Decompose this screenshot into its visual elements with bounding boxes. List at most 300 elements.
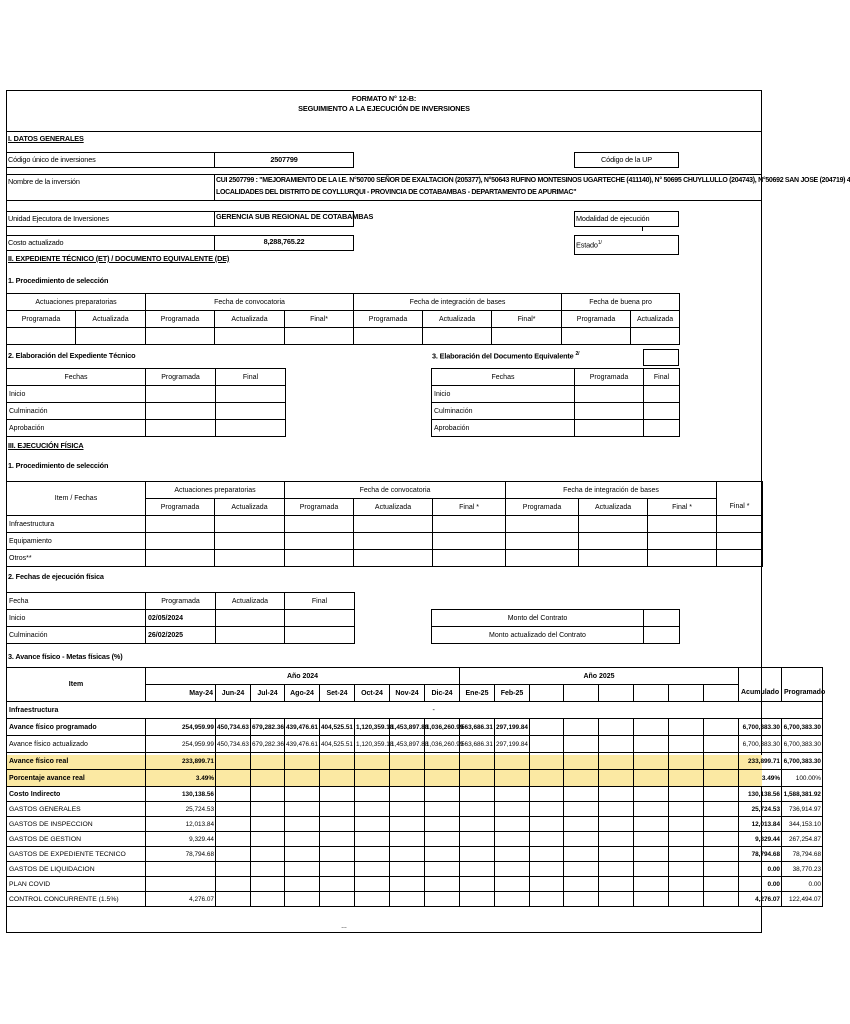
table-cell (146, 533, 215, 550)
empty-cell (285, 877, 320, 892)
empty-cell (216, 847, 251, 862)
empty-cell (669, 892, 704, 907)
empty-cell (460, 862, 495, 877)
monto-actualizado-label: Monto actualizado del Contrato (432, 627, 644, 644)
table-cell (562, 328, 631, 345)
programado-value: 6,700,383.30 (782, 736, 823, 753)
acumulado-value: 9,329.44 (739, 832, 782, 847)
table-cell (216, 386, 286, 403)
empty-cell (530, 802, 564, 817)
empty-cell (425, 832, 460, 847)
section-ejecucion-fisica: III. EJECUCIÓN FÍSICA (8, 441, 84, 450)
empty-cell (390, 817, 425, 832)
empty-cell (355, 802, 390, 817)
empty-cell (425, 787, 460, 802)
month-value: 1,036,260.99 (425, 719, 460, 736)
acumulado-value: 0.00 (739, 877, 782, 892)
group-integracion: Fecha de integración de bases (354, 294, 562, 311)
empty-cell (530, 877, 564, 892)
month-value: 254,959.99 (146, 719, 216, 736)
empty-cell (460, 847, 495, 862)
month-value: 297,199.84 (495, 736, 530, 753)
empty-cell (564, 817, 599, 832)
empty-cell (495, 892, 530, 907)
table-cell (564, 685, 599, 702)
month-value: 4,276.07 (146, 892, 216, 907)
avance-fisico-table (6, 667, 826, 907)
month-header: Oct-24 (355, 685, 390, 702)
dash-mark: - (432, 706, 435, 714)
empty-cell (320, 753, 355, 770)
empty-cell (390, 787, 425, 802)
empty-cell (355, 787, 390, 802)
table-cell (492, 328, 562, 345)
empty-cell (599, 770, 634, 787)
programado-value: 38,770.23 (782, 862, 823, 877)
empty-cell (355, 817, 390, 832)
empty-cell (460, 892, 495, 907)
group-actuaciones: Actuaciones preparatorias (146, 482, 285, 499)
empty-cell (564, 787, 599, 802)
empty-cell (704, 847, 739, 862)
group-convocatoria: Fecha de convocatoria (285, 482, 506, 499)
empty-cell (530, 847, 564, 862)
table-cell (354, 516, 433, 533)
acumulado-value: 25,724.53 (739, 802, 782, 817)
table-row (7, 770, 823, 787)
empty-cell (251, 832, 285, 847)
row-culminacion: Culminación (432, 403, 575, 420)
table-cell (575, 420, 644, 437)
empty-cell (216, 862, 251, 877)
final-header: Final (285, 593, 355, 610)
empty-cell (530, 832, 564, 847)
empty-cell (285, 847, 320, 862)
table-cell (575, 403, 644, 420)
empty-cell (634, 877, 669, 892)
programado-value: 1,588,381.92 (782, 787, 823, 802)
codigo-label: Código único de inversiones (8, 155, 96, 164)
empty-cell (460, 753, 495, 770)
table-cell (423, 328, 492, 345)
empty-cell (285, 832, 320, 847)
table-cell (76, 328, 146, 345)
empty-cell (634, 892, 669, 907)
culminacion-programada: 26/02/2025 (146, 627, 216, 644)
table-cell (579, 550, 648, 567)
empty-cell (320, 862, 355, 877)
month-header: Jun-24 (216, 685, 251, 702)
empty-cell (495, 847, 530, 862)
elab-de-box (643, 349, 679, 366)
empty-cell (285, 892, 320, 907)
table-cell (717, 482, 763, 499)
table-cell (146, 420, 216, 437)
table-cell (648, 533, 717, 550)
month-value: 679,282.36 (251, 736, 285, 753)
empty-cell (564, 802, 599, 817)
empty-cell (390, 753, 425, 770)
month-value: 1,453,897.88 (390, 719, 425, 736)
empty-cell (564, 832, 599, 847)
empty-cell (530, 736, 564, 753)
empty-cell (285, 862, 320, 877)
empty-cell (669, 877, 704, 892)
month-value: 78,794.68 (146, 847, 216, 862)
empty-cell (669, 847, 704, 862)
month-header: May-24 (146, 685, 216, 702)
empty-cell (634, 817, 669, 832)
empty-cell (425, 770, 460, 787)
table-row (7, 862, 823, 877)
col-header: Final* (285, 311, 354, 328)
monto-contrato-value (644, 610, 680, 627)
empty-cell (530, 787, 564, 802)
row-inicio: Inicio (432, 386, 575, 403)
empty-cell (355, 862, 390, 877)
table-row (7, 753, 823, 770)
empty-cell (599, 847, 634, 862)
month-value (146, 862, 216, 877)
group-actuaciones: Actuaciones preparatorias (7, 294, 146, 311)
empty-cell (320, 817, 355, 832)
empty-cell (495, 877, 530, 892)
table-cell (634, 685, 669, 702)
table-cell (506, 550, 579, 567)
empty-cell (599, 817, 634, 832)
section-expediente: II. EXPEDIENTE TÉCNICO (ET) / DOCUMENTO EQUIVALENTE (DE) (8, 254, 230, 263)
empty-cell (704, 736, 739, 753)
month-value: 439,476.61 (285, 719, 320, 736)
empty-cell (251, 770, 285, 787)
item-header: Item (7, 668, 146, 702)
table-cell (146, 550, 215, 567)
col-header: Programada (146, 311, 215, 328)
programado-value: 344,153.10 (782, 817, 823, 832)
table-row (7, 802, 823, 817)
programado-value: 736,914.97 (782, 802, 823, 817)
month-value: 679,282.36 (251, 719, 285, 736)
empty-cell (460, 877, 495, 892)
acumulado-value: 6,700,383.30 (739, 719, 782, 736)
fechas-ejecucion-table (6, 592, 355, 644)
col-header: Final * (717, 499, 763, 516)
acumulado-value: 233,899.71 (739, 753, 782, 770)
month-header: Feb-25 (495, 685, 530, 702)
row-label: CONTROL CONCURRENTE (1.5%) (7, 892, 146, 907)
inicio-label: Inicio (7, 610, 146, 627)
empty-cell (669, 802, 704, 817)
empty-cell (704, 770, 739, 787)
month-value: 439,476.61 (285, 736, 320, 753)
empty-cell (251, 892, 285, 907)
empty-cell (495, 832, 530, 847)
table-cell (433, 516, 506, 533)
month-value: 297,199.84 (495, 719, 530, 736)
month-value: 404,525.51 (320, 736, 355, 753)
empty-cell (320, 770, 355, 787)
empty-cell (599, 736, 634, 753)
row-culminacion: Culminación (7, 403, 146, 420)
fechas-header: Fechas (432, 369, 575, 386)
empty-cell (425, 877, 460, 892)
empty-cell (704, 862, 739, 877)
row-label: PLAN COVID (7, 877, 146, 892)
empty-cell (704, 787, 739, 802)
month-value: 9,329.44 (146, 832, 216, 847)
empty-cell (460, 787, 495, 802)
acumulado-value: 130,138.56 (739, 787, 782, 802)
programado-value: 122,494.07 (782, 892, 823, 907)
empty-cell (564, 862, 599, 877)
fechas-ejecucion-heading: 2. Fechas de ejecución física (8, 572, 104, 581)
empty-cell (355, 770, 390, 787)
codigo-value: 2507799 (270, 155, 298, 164)
table-cell (215, 516, 285, 533)
empty-cell (530, 817, 564, 832)
monto-contrato-table (431, 609, 680, 644)
col-header: Programada (354, 311, 423, 328)
table-cell (579, 516, 648, 533)
table-cell (575, 386, 644, 403)
row-aprobacion: Aprobación (432, 420, 575, 437)
nombre-value-1: CUI 2507799 : "MEJORAMIENTO DE LA I.E. N°50700 SEÑOR DE EXALTACION (205377), N°50643 RUFINO MONTESINOS UGARTECHE (411140), N° 50695 CHUYLLULLO (204743), N°50692 SAN JOSE (204719) 4 (216, 177, 850, 184)
final-header: Final (644, 369, 680, 386)
month-header: Dic-24 (425, 685, 460, 702)
programado-header: Programado (782, 685, 823, 702)
table-cell (285, 550, 354, 567)
empty-cell (669, 862, 704, 877)
empty-cell (669, 787, 704, 802)
month-value: 1,120,359.18 (355, 736, 390, 753)
col-header: Actualizada (215, 499, 285, 516)
empty-cell (390, 770, 425, 787)
empty-cell (669, 719, 704, 736)
empty-cell (460, 832, 495, 847)
row-label: GASTOS GENERALES (7, 802, 146, 817)
table-row (7, 787, 823, 802)
empty-cell (425, 753, 460, 770)
empty-cell (704, 817, 739, 832)
month-value: 1,453,897.88 (390, 736, 425, 753)
empty-cell (425, 892, 460, 907)
empty-cell (460, 770, 495, 787)
empty-cell (634, 832, 669, 847)
item-fechas-header: Item / Fechas (7, 482, 146, 516)
table-cell (644, 403, 680, 420)
row-label: Porcentaje avance real (7, 770, 146, 787)
elab-de-heading: 3. Elaboración del Documento Equivalente $^{2/}$ (432, 351, 580, 361)
empty-cell (669, 832, 704, 847)
table-cell (285, 610, 355, 627)
proc-seleccion-table (6, 293, 680, 345)
empty-cell (320, 787, 355, 802)
table-cell (285, 627, 355, 644)
col-header: Actualizada (423, 311, 492, 328)
table-cell (354, 550, 433, 567)
empty-cell (495, 787, 530, 802)
month-value: 233,899.71 (146, 753, 216, 770)
programada-header: Programada (575, 369, 644, 386)
empty-cell (704, 802, 739, 817)
empty-cell (704, 832, 739, 847)
row-label: Avance físico real (7, 753, 146, 770)
costo-value: 8,288,765.22 (263, 237, 305, 246)
table-row (7, 736, 823, 753)
empty-cell (320, 847, 355, 862)
empty-cell (216, 892, 251, 907)
empty-cell (251, 862, 285, 877)
empty-cell (530, 862, 564, 877)
empty-cell (390, 862, 425, 877)
year-2025-header: Año 2025 (460, 668, 739, 685)
empty-cell (634, 787, 669, 802)
acumulado-value: 6,700,383.30 (739, 736, 782, 753)
continuation-ellipsis: ... (341, 921, 347, 930)
empty-cell (216, 770, 251, 787)
table-cell (285, 533, 354, 550)
empty-cell (495, 753, 530, 770)
month-value: 450,734.63 (216, 736, 251, 753)
table-cell (146, 328, 215, 345)
month-value: 3.49% (146, 770, 216, 787)
empty-cell (320, 802, 355, 817)
empty-cell (564, 753, 599, 770)
unidad-value: GERENCIA SUB REGIONAL DE COTABAMBAS (216, 212, 374, 221)
acumulado-value: 12,013.84 (739, 817, 782, 832)
table-cell (216, 420, 286, 437)
empty-cell (216, 787, 251, 802)
empty-cell (495, 862, 530, 877)
empty-cell (634, 719, 669, 736)
table-row (7, 847, 823, 862)
month-header: Ago-24 (285, 685, 320, 702)
empty-cell (599, 832, 634, 847)
table-cell (285, 328, 354, 345)
empty-cell (704, 877, 739, 892)
col-header: Programada (285, 499, 354, 516)
col-header: Actualizada (76, 311, 146, 328)
empty-cell (390, 877, 425, 892)
form-subtitle: SEGUIMIENTO A LA EJECUCIÓN DE INVERSIONES (298, 104, 470, 113)
row-label: GASTOS DE LIQUIDACION (7, 862, 146, 877)
col-header: Actualizada (215, 311, 285, 328)
modalidad-label: Modalidad de ejecución (576, 214, 650, 223)
month-value: 450,734.63 (216, 719, 251, 736)
programado-value: 6,700,383.30 (782, 753, 823, 770)
empty-cell (634, 770, 669, 787)
proc-seleccion-heading: 1. Procedimiento de selección (8, 276, 109, 285)
month-value: 563,686.31 (460, 719, 495, 736)
empty-cell (460, 817, 495, 832)
form-title: FORMATO N° 12-B: (351, 94, 417, 103)
empty-cell (425, 817, 460, 832)
ejecucion-proc-table (6, 481, 763, 567)
empty-cell (390, 892, 425, 907)
section-datos-generales: I. DATOS GENERALES (8, 134, 84, 143)
row-aprobacion: Aprobación (7, 420, 146, 437)
month-value: 12,013.84 (146, 817, 216, 832)
empty-cell (669, 770, 704, 787)
empty-cell (669, 817, 704, 832)
month-value: 404,525.51 (320, 719, 355, 736)
table-cell (216, 610, 285, 627)
table-cell (215, 533, 285, 550)
table-cell (215, 550, 285, 567)
empty-cell (216, 832, 251, 847)
table-cell (648, 516, 717, 533)
table-cell (704, 685, 739, 702)
elab-et-table (6, 368, 286, 437)
col-header: Final * (433, 499, 506, 516)
empty-cell (425, 802, 460, 817)
empty-cell (425, 847, 460, 862)
table-cell (717, 550, 763, 567)
table-cell (216, 403, 286, 420)
empty-cell (320, 892, 355, 907)
month-value: 1,120,359.18 (355, 719, 390, 736)
monto-contrato-label: Monto del Contrato (432, 610, 644, 627)
month-header: Nov-24 (390, 685, 425, 702)
empty-cell (530, 753, 564, 770)
table-cell (579, 533, 648, 550)
empty-cell (355, 847, 390, 862)
col-header: Actualizada (579, 499, 648, 516)
empty-cell (251, 753, 285, 770)
col-header: Programada (146, 499, 215, 516)
nombre-value-2: LOCALIDADES DEL DISTRITO DE COYLLURQUI - PROVINCIA DE COTABAMBAS - DEPARTAMENTO DE APURIMAC" (216, 189, 577, 196)
row-otros: Otros** (7, 550, 146, 567)
acumulado-value: 78,794.68 (739, 847, 782, 862)
empty-cell (390, 847, 425, 862)
empty-cell (460, 802, 495, 817)
empty-cell (634, 753, 669, 770)
programado-value: 100.00% (782, 770, 823, 787)
table-cell (354, 533, 433, 550)
acumulado-value: 3.49% (739, 770, 782, 787)
culminacion-label: Culminación (7, 627, 146, 644)
col-header: Actualizada (631, 311, 680, 328)
table-cell (354, 328, 423, 345)
empty-cell (425, 862, 460, 877)
table-cell (433, 550, 506, 567)
proc-seleccion-3-heading: 1. Procedimiento de selección (8, 461, 109, 470)
empty-cell (669, 753, 704, 770)
empty-cell (599, 802, 634, 817)
table-cell (644, 420, 680, 437)
empty-cell (285, 770, 320, 787)
group-convocatoria: Fecha de convocatoria (146, 294, 354, 311)
inicio-programada: 02/05/2024 (146, 610, 216, 627)
table-row (7, 817, 823, 832)
row-label: Avance físico actualizado (7, 736, 146, 753)
programado-value: 0.00 (782, 877, 823, 892)
month-header: Jul-24 (251, 685, 285, 702)
costo-label: Costo actualizado (8, 238, 64, 247)
empty-cell (599, 787, 634, 802)
empty-cell (704, 892, 739, 907)
empty-cell (216, 802, 251, 817)
monto-actualizado-value (644, 627, 680, 644)
estado-label: Estado$^{1/}$ (576, 240, 602, 250)
empty-cell (251, 847, 285, 862)
empty-cell (599, 892, 634, 907)
unidad-label: Unidad Ejecutora de Inversiones (8, 214, 109, 223)
table-cell (506, 533, 579, 550)
acumulado-header: Acumulado (739, 685, 782, 702)
empty-cell (495, 817, 530, 832)
empty-cell (495, 770, 530, 787)
